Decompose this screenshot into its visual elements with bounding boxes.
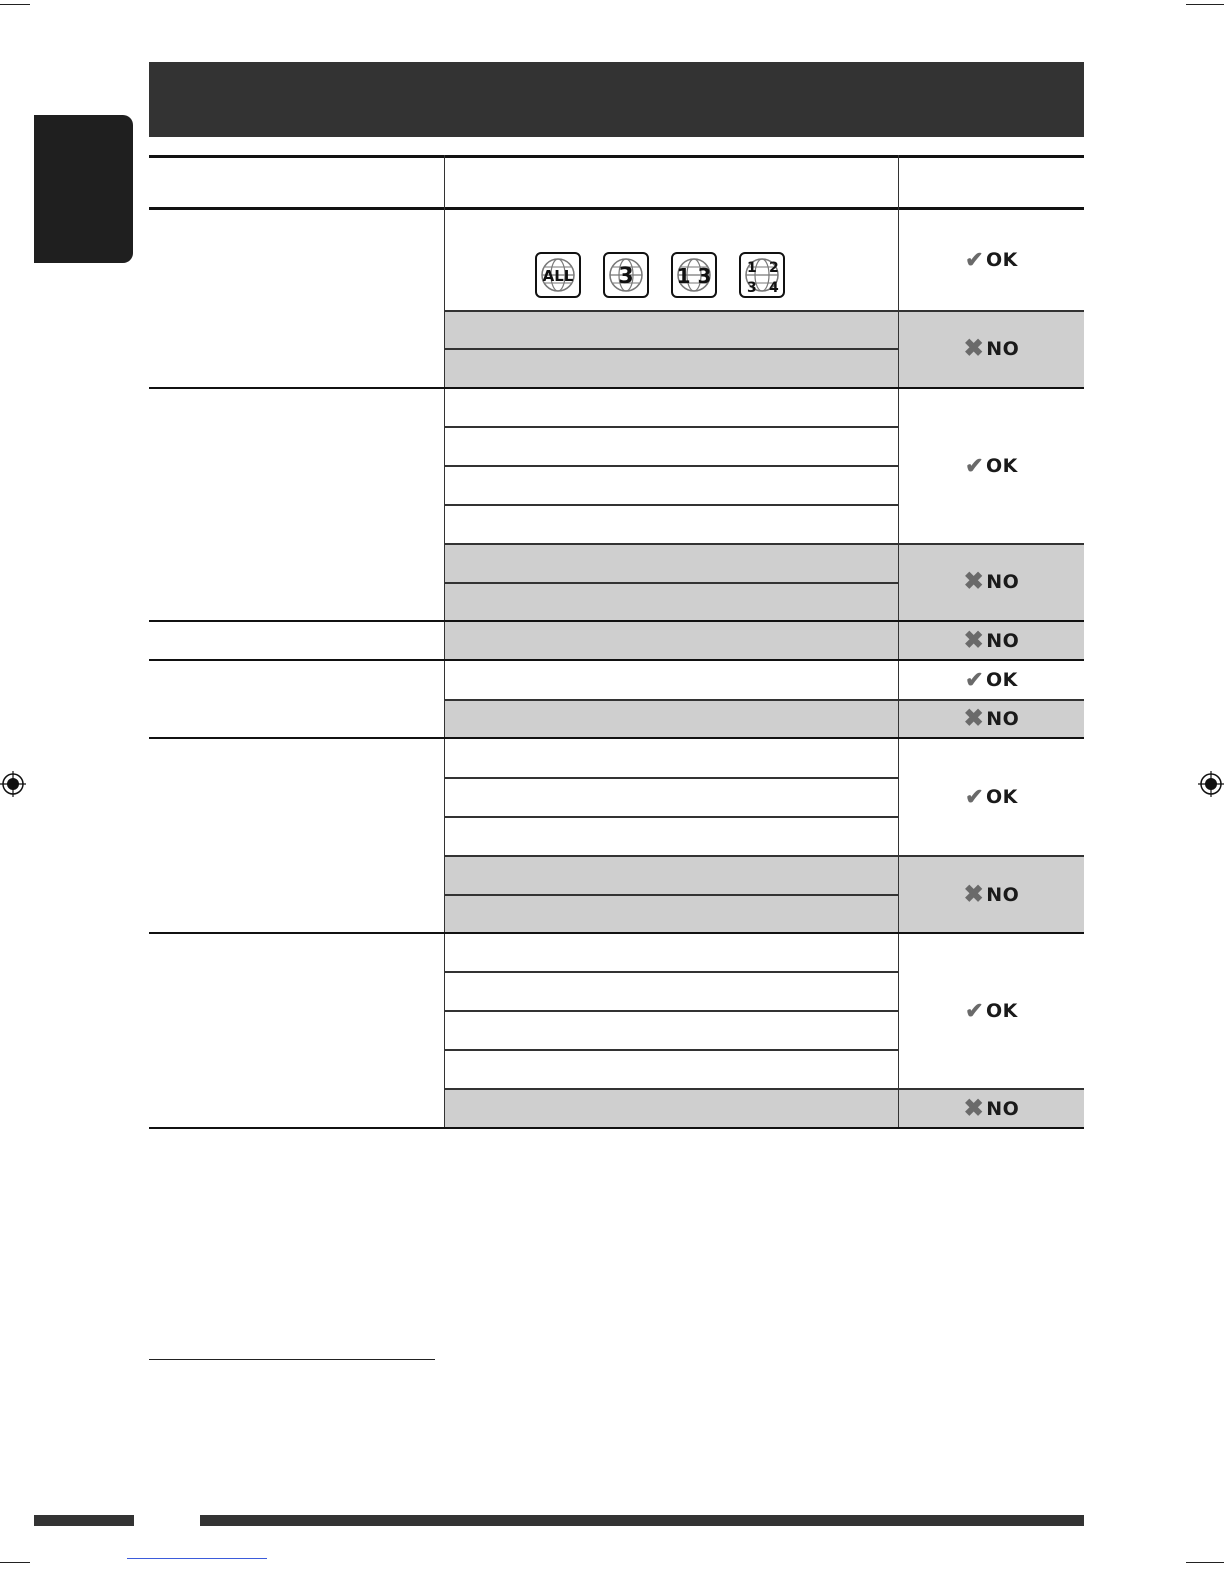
cross-icon: ✖ [963, 568, 985, 595]
column-divider [444, 155, 445, 1128]
region-1-3-globe-icon [671, 252, 717, 298]
row-rule [445, 1010, 898, 1012]
row-rule [445, 777, 898, 779]
crop-mark [0, 1562, 30, 1563]
row-rule [445, 426, 898, 428]
row-rule [445, 582, 898, 584]
status-no: ✖ NO [963, 1094, 1020, 1122]
row-rule [445, 543, 898, 545]
svg-text:ALL: ALL [542, 267, 574, 285]
footer-bar-right [200, 1515, 1084, 1526]
cross-icon: ✖ [963, 335, 985, 362]
row-rule [445, 1049, 898, 1051]
status-no: ✖ NO [963, 627, 1020, 654]
status-ok: ✔ OK [965, 784, 1018, 809]
svg-text:1 3: 1 3 [676, 264, 712, 288]
status-no: ✖ NO [963, 705, 1020, 732]
row-rule [445, 971, 898, 973]
status-no: ✖ NO [963, 335, 1020, 362]
globe-icon [605, 254, 647, 296]
region-code-icons [535, 252, 785, 298]
row-rule [445, 855, 898, 857]
region-all-globe-icon [535, 252, 581, 298]
check-icon: ✔ [965, 247, 985, 272]
svg-text:2: 2 [769, 260, 779, 276]
svg-text:3: 3 [747, 280, 757, 296]
footer-bar-left [34, 1515, 134, 1526]
crop-mark [1186, 4, 1224, 5]
cross-icon: ✖ [963, 627, 985, 654]
status-no: ✖ NO [963, 880, 1020, 908]
language-side-tab [34, 115, 133, 263]
region-3-globe-icon [603, 252, 649, 298]
cross-icon: ✖ [963, 705, 985, 732]
check-icon: ✔ [965, 784, 985, 809]
check-icon: ✔ [965, 998, 985, 1023]
crop-mark [0, 4, 30, 5]
footnote-rule [149, 1359, 435, 1360]
svg-text:4: 4 [769, 280, 779, 296]
row-rule [445, 465, 898, 467]
row-rule [445, 348, 898, 350]
svg-text:3: 3 [618, 264, 634, 289]
check-icon: ✔ [965, 453, 985, 478]
row-rule [445, 310, 898, 312]
section-header-bar [149, 62, 1084, 137]
registration-mark-icon [0, 771, 26, 797]
status-ok: ✔ OK [965, 667, 1018, 692]
status-ok: ✔ OK [965, 998, 1018, 1023]
status-no: ✖ NO [963, 568, 1020, 595]
region-1-2-3-4-globe-icon [739, 252, 785, 298]
registration-mark-icon [1198, 771, 1224, 797]
cross-icon: ✖ [963, 880, 985, 908]
globe-icon [741, 254, 783, 296]
status-ok: ✔ OK [965, 453, 1018, 478]
check-icon: ✔ [965, 667, 985, 692]
row-rule [445, 816, 898, 818]
cross-icon: ✖ [963, 1094, 985, 1122]
status-ok: ✔ OK [965, 247, 1018, 272]
globe-icon [537, 254, 579, 296]
row-rule [445, 894, 898, 896]
bottom-blue-rule [127, 1558, 267, 1559]
globe-icon [673, 254, 715, 296]
crop-mark [1186, 1562, 1224, 1563]
svg-text:1: 1 [747, 260, 757, 276]
table-top-rule [149, 155, 1084, 158]
row-rule [445, 504, 898, 506]
